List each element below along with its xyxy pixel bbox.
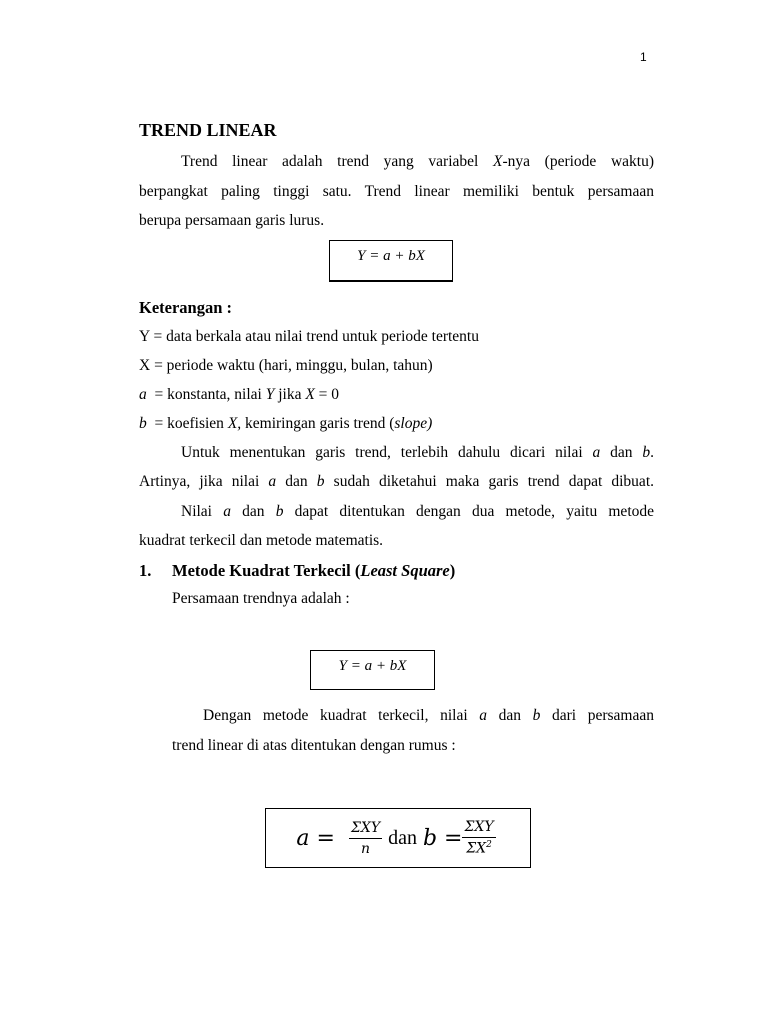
keterangan-y: Y = data berkala atau nilai trend untuk periode tertentu bbox=[139, 328, 479, 345]
keterangan-b: b = koefisien X, kemiringan garis trend (slope) bbox=[139, 415, 433, 432]
formula-b-numerator: ΣXY bbox=[462, 819, 495, 838]
formula-a-lhs: a = bbox=[296, 825, 335, 851]
intro-line-2: berpangkat paling tinggi satu. Trend linear memiliki bentuk persamaan bbox=[139, 183, 654, 200]
intro-line-3: berupa persamaan garis lurus. bbox=[139, 212, 325, 229]
formula-dan: dan bbox=[388, 826, 417, 849]
keterangan-x: X = periode waktu (hari, minggu, bulan, tahun) bbox=[139, 357, 433, 374]
formula-b-fraction bbox=[462, 819, 495, 857]
equation-section1: Y = a + bX bbox=[338, 657, 407, 674]
para2-line-2: Artinya, jika nilai a dan b sudah diketahui maka garis trend dapat dibuat. bbox=[139, 473, 654, 490]
para3-line-1: Nilai a dan b dapat ditentukan dengan dua metode, yaitu metode bbox=[181, 503, 654, 520]
keterangan-a: a = konstanta, nilai Y jika X = 0 bbox=[139, 386, 340, 403]
section1-title: Metode Kuadrat Terkecil (Least Square) bbox=[172, 561, 456, 580]
formula-box bbox=[265, 808, 531, 868]
section1-number: 1. bbox=[139, 561, 152, 580]
formula-a-denominator: n bbox=[360, 840, 371, 857]
equation-main: Y = a + bX bbox=[357, 248, 425, 264]
section1-desc-line-1: Dengan metode kuadrat terkecil, nilai a dan b dari persamaan bbox=[203, 707, 654, 724]
formula-a-numerator: ΣXY bbox=[349, 820, 382, 839]
equation-box-section1 bbox=[310, 650, 435, 690]
intro-line-1: Trend linear adalah trend yang variabel X-nya (periode waktu) bbox=[181, 153, 654, 170]
page-number: 1 bbox=[640, 50, 647, 64]
keterangan-heading: Keterangan : bbox=[139, 298, 233, 317]
section1-desc-line-2: trend linear di atas ditentukan dengan rumus : bbox=[172, 737, 456, 754]
page-title: TREND LINEAR bbox=[139, 120, 277, 140]
formula-a-fraction bbox=[349, 820, 382, 857]
formula bbox=[296, 819, 499, 857]
formula-b-denominator: $\Sigma X^2$ bbox=[466, 840, 492, 857]
formula-b-lhs: b = bbox=[422, 825, 463, 851]
para2-line-1: Untuk menentukan garis trend, terlebih dahulu dicari nilai a dan b. bbox=[181, 444, 654, 461]
section1-intro: Persamaan trendnya adalah : bbox=[172, 590, 350, 607]
equation-box-main bbox=[329, 240, 453, 282]
para3-line-2: kuadrat terkecil dan metode matematis. bbox=[139, 532, 384, 549]
